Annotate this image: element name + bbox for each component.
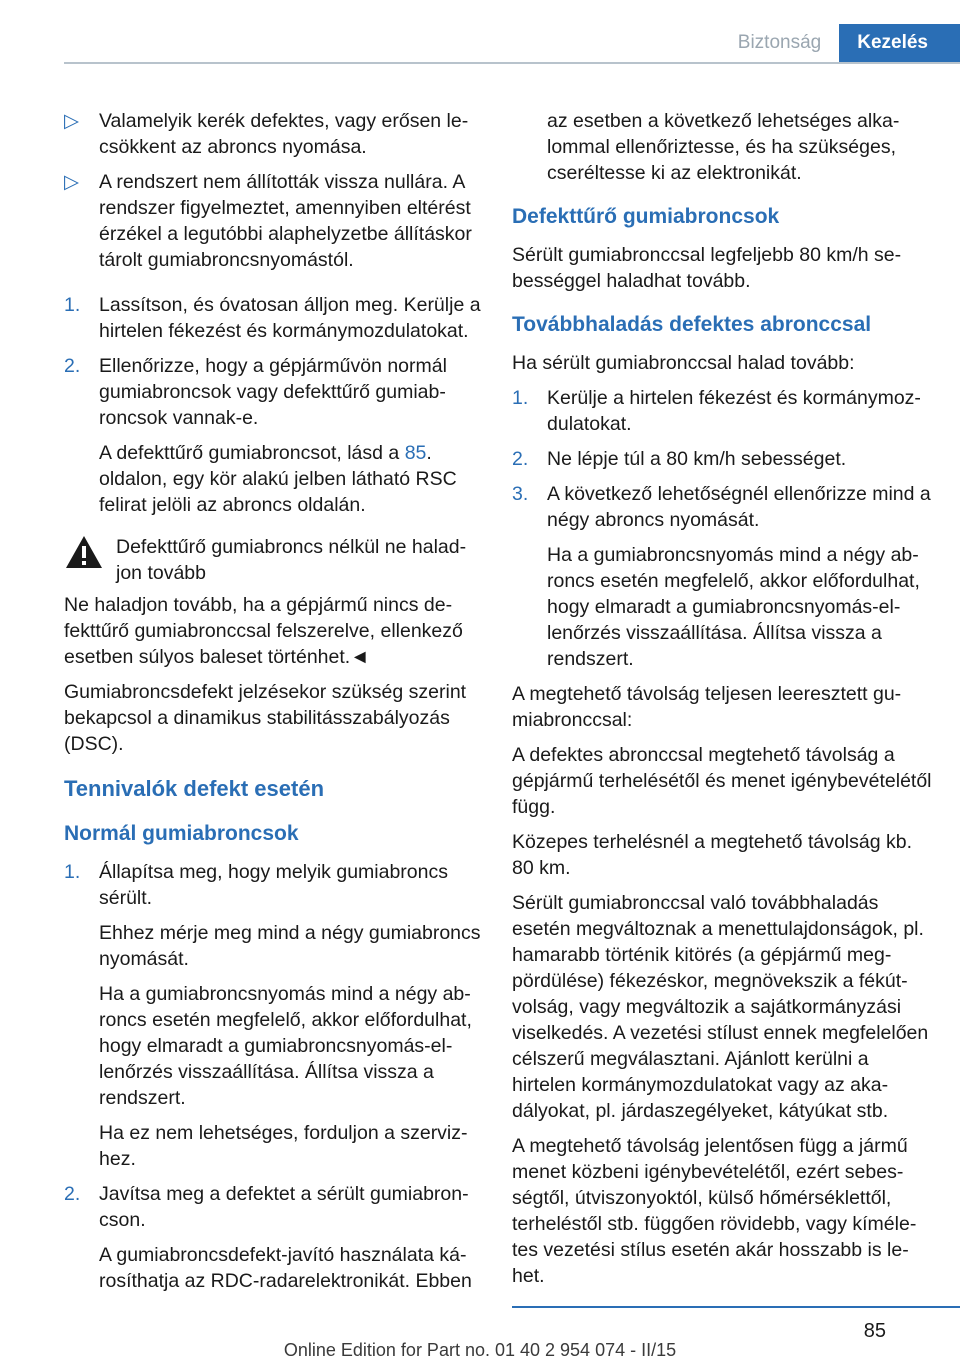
step-paragraph: A gumiabroncsdefekt-javító használata károsíthatja az RDC-radarelektronikát. Ebben — [99, 1244, 472, 1292]
section-heading: Tennivalók defekt esetén — [64, 776, 325, 801]
step-number: 2. — [64, 1183, 81, 1205]
subsection-heading: Továbbhaladás defektes abronccsal — [512, 313, 872, 336]
continuation-text: az esetben a következő lehetséges alkalommal ellenőriztesse, és ha szükséges, cseréltesse ki az elektronikát. — [547, 110, 900, 184]
page-header — [720, 24, 960, 62]
bullet-item — [64, 108, 482, 160]
step-text: Kerülje a hirtelen fékezést és kormánymozdulatokat. — [547, 387, 921, 435]
step-item — [512, 446, 932, 472]
step-paragraph: Ha ez nem lehetséges, forduljon a szervizhez. — [99, 1122, 468, 1170]
step-number: 1. — [64, 861, 81, 883]
step-item — [64, 859, 482, 1172]
left-column — [64, 108, 482, 1303]
subsection-heading: Defekttűrő gumiabroncsok — [512, 205, 780, 228]
step-text: Ellenőrizze, hogy a gépjárművön normál gumiabroncsok vagy defekttűrő gumiabroncsok vannak-e. — [99, 355, 447, 429]
step-paragraph: Ha a gumiabroncsnyomás mind a négy abroncs esetén megfelelő, akkor előfordulhat, hogy elmaradt a gumiabroncsnyomás-ellenőrzés visszaállítása. Állítsa vissza a rendszert. — [99, 983, 472, 1109]
footer-divider — [512, 1306, 960, 1308]
body-paragraph: A defektes abronccsal megtehető távolság a gépjármű terhelésétől és menet igénybevételétől függ. — [512, 744, 932, 818]
bullet-text: Valamelyik kerék defektes, vagy erősen lecsökkent az abroncs nyomása. — [99, 110, 469, 158]
step-text: A következő lehetőségnél ellenőrizze mind a négy abroncs nyomását. — [547, 483, 931, 531]
warning-body: Ne haladjon tovább, ha a gépjármű nincs defekttűrő gumiabronccsal felszerelve, ellenkező esetben súlyos baleset történhet.◄ — [64, 594, 463, 668]
step-number: 1. — [64, 294, 81, 316]
subsection-heading: Normál gumiabroncsok — [64, 822, 299, 845]
step-number: 2. — [512, 448, 529, 470]
step-text: Ne lépje túl a 80 km/h sebességet. — [547, 448, 847, 470]
runflat-text: Sérült gumiabronccsal legfeljebb 80 km/h sebességgel haladhat tovább. — [512, 244, 902, 292]
right-column — [512, 108, 932, 1298]
step-extra: A defekttűrő gumiabroncsot, lásd a 85. oldalon, egy kör alakú jelben látható RSC felirat jelöli az abroncs oldalán. — [99, 442, 457, 516]
step-item — [64, 1181, 482, 1294]
step-paragraph: Ehhez mérje meg mind a négy gumiabroncs nyomását. — [99, 922, 481, 970]
step-item — [512, 385, 932, 437]
step-number: 3. — [512, 483, 529, 505]
header-divider — [64, 62, 960, 64]
step-item — [64, 292, 482, 344]
bullet-item — [64, 169, 482, 273]
continuation-item — [512, 108, 932, 186]
warning-title: Defekttűrő gumiabroncs nélkül ne haladjon tovább — [116, 536, 467, 584]
warning-block — [64, 534, 482, 586]
step-item — [512, 481, 932, 672]
step-number: 2. — [64, 355, 81, 377]
body-paragraph: Közepes terhelésnél a megtehető távolság kb. 80 km. — [512, 831, 913, 879]
body-paragraph: Sérült gumiabronccsal való továbbhaladás esetén megváltoznak a menettulajdonságok, pl. hamarabb történik kitörés (a gépjármű megpördülése) fékezéskor, megnövekszik a fékútvolság, vagy megváltozik a sajátkormányzási viselkedés. A vezetési stílust ennek megfelelően célszerű megválasztani. Ajánlott kerülni a hirtelen kormánymozdulatokat vagy az akadályokat, pl. járdaszegélyeket, kátyúkat stb. — [512, 892, 929, 1122]
step-text: Javítsa meg a defektet a sérült gumiabroncson. — [99, 1183, 469, 1231]
triangle-bullet-icon: ▷ — [64, 110, 79, 132]
dsc-paragraph: Gumiabroncsdefekt jelzésekor szükség szerint bekapcsol a dinamikus stabilitásszabályozás (DSC). — [64, 681, 467, 755]
step-text: Állapítsa meg, hogy melyik gumiabroncs sérült. — [99, 861, 448, 909]
triangle-bullet-icon: ▷ — [64, 171, 79, 193]
continue-intro: Ha sérült gumiabronccsal halad tovább: — [512, 352, 855, 374]
page-number: 85 — [863, 1320, 886, 1342]
footer-edition: Online Edition for Part no. 01 40 2 954 074 - II/15 — [283, 1340, 677, 1360]
header-current-section[interactable]: Kezelés — [839, 24, 960, 62]
step-number: 1. — [512, 387, 529, 409]
step-text: Lassítson, és óvatosan álljon meg. Kerülje a hirtelen fékezést és kormánymozdulatokat. — [99, 294, 481, 342]
bullet-text: A rendszert nem állították vissza nullára. A rendszer figyelmeztet, amennyiben eltérést érzékel a legutóbbi alaphelyzetbe állításkor tárolt gumiabroncsnyomástól. — [99, 171, 472, 271]
page-reference-link[interactable]: 85 — [404, 442, 427, 464]
step-item — [64, 353, 482, 518]
body-paragraph: A megtehető távolság teljesen leeresztett gumiabronccsal: — [512, 683, 902, 731]
step-paragraph: Ha a gumiabroncsnyomás mind a négy abroncs esetén megfelelő, akkor előfordulhat, hogy elmaradt a gumiabroncsnyomás-ellenőrzés visszaállítása. Állítsa vissza a rendszert. — [547, 544, 920, 670]
body-paragraph: A megtehető távolság jelentősen függ a jármű menet közbeni igénybevételétől, ezért sebességtől, útviszonyoktól, külső hőmérséklettől, terheléstől stb. függően rövidebb, vagy kíméletes vezetési stílus esetén akár hosszabb is lehet. — [512, 1135, 917, 1287]
header-section[interactable]: Biztonság — [720, 24, 839, 62]
warning-triangle-icon — [64, 534, 116, 586]
